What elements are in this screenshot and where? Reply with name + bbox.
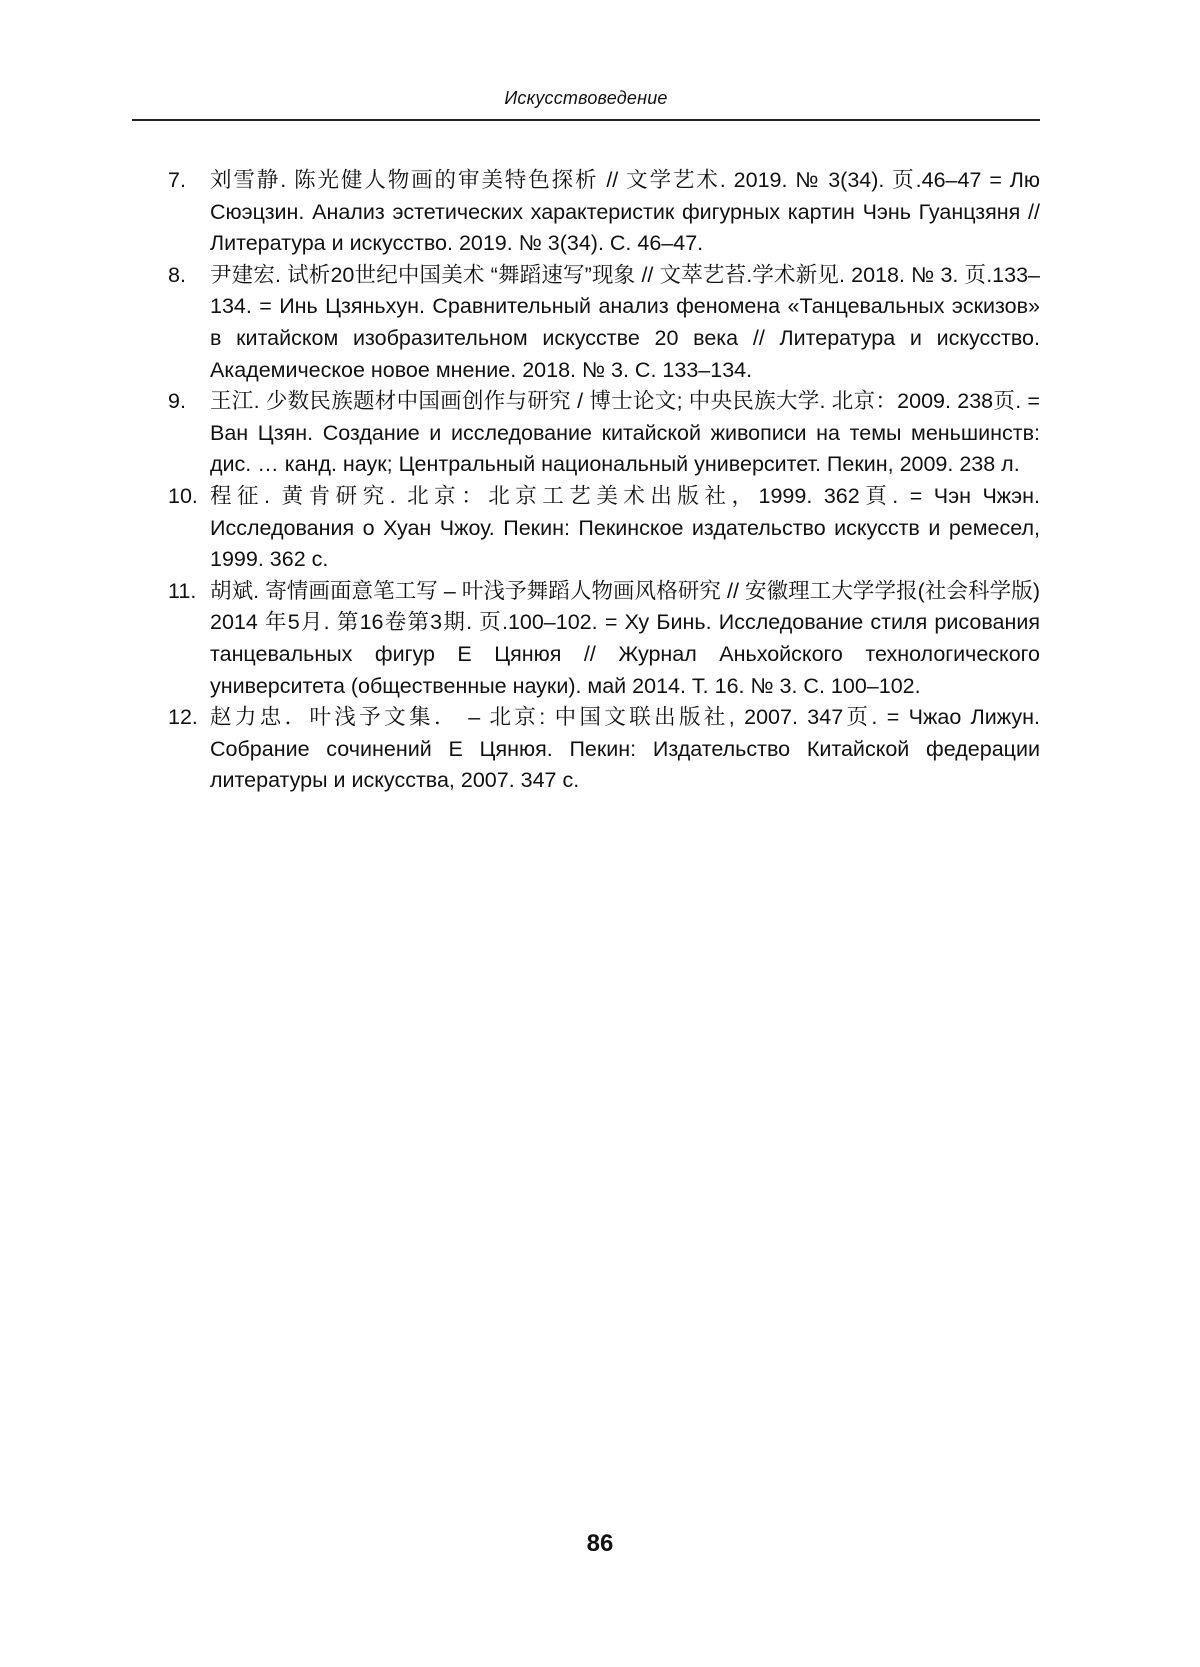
page-number: 86 <box>586 1530 614 1557</box>
reference-number: 10. <box>168 483 198 508</box>
reference-item-7 <box>168 165 1040 260</box>
reference-item-11 <box>168 576 1040 702</box>
header-divider <box>132 119 1040 121</box>
reference-text: 尹建宏. 试析20世纪中国美术 “舞蹈速写”现象 // 文萃艺苔.学术新见. 2018. № 3. 页.133–134. = Инь Цзяньхун. Сравнительный анализ феномена «Танцевальных эскизов» в китайском изобразительном искусстве 20 века // Литература и искусство. Академическое новое мнение. 2018. № 3. С. 133–134. <box>210 262 1040 382</box>
reference-number: 12. <box>168 705 198 730</box>
reference-text: 胡斌. 寄情画面意笔工写 – 叶浅予舞蹈人物画风格研究 // 安徽理工大学学报(社会科学版) 2014 年5月. 第16卷第3期. 页.100–102. = Ху Бинь. Исследование стиля рисования танцевальных фигур Е Цянюя // Журнал Аньхойского технологического университета (общественные науки). май 2014. Т. 16. № 3. С. 100–102. <box>210 578 1040 698</box>
reference-number: 8. <box>168 262 186 287</box>
reference-item-8 <box>168 260 1040 386</box>
reference-item-10 <box>168 481 1040 576</box>
reference-text: 王江. 少数民族题材中国画创作与研究 / 博士论文; 中央民族大学. 北京：2009. 238页. = Ван Цзян. Создание и исследование китайской живописи на темы меньшинств: дис. … канд. наук; Центральный национальный университет. Пекин, 2009. 238 л. <box>210 389 1040 477</box>
reference-number: 7. <box>168 168 186 192</box>
reference-number: 11. <box>168 578 197 603</box>
reference-number: 9. <box>168 389 186 414</box>
reference-text: 程征. 黄肯研究. 北京：北京工艺美术出版社，1999. 362頁. = Чэн Чжэн. Исследования о Хуан Чжоу. Пекин: Пекинское издательство искусств и ремесел, 1999. 362 с. <box>210 483 1040 572</box>
reference-item-12 <box>168 702 1040 797</box>
reference-text: 刘雪静. 陈光健人物画的审美特色探析 // 文学艺术. 2019. № 3(34). 页.46–47 = Лю Сюэцзин. Анализ эстетических характеристик фигурных картин Чэнь Гуанцзяня // Литература и искусство. 2019. № 3(34). С. 46–47. <box>210 168 1040 256</box>
running-header: Искусствоведение <box>504 88 668 108</box>
reference-list <box>168 165 1040 797</box>
reference-item-9 <box>168 386 1040 481</box>
reference-text: 赵力忠．叶浅予文集． – 北京: 中国文联出版社, 2007. 347页. = Чжао Лижун. Собрание сочинений Е Цянюя. Пекин: Издательство Китайской федерации литературы и искусства, 2007. 347 с. <box>210 705 1040 793</box>
